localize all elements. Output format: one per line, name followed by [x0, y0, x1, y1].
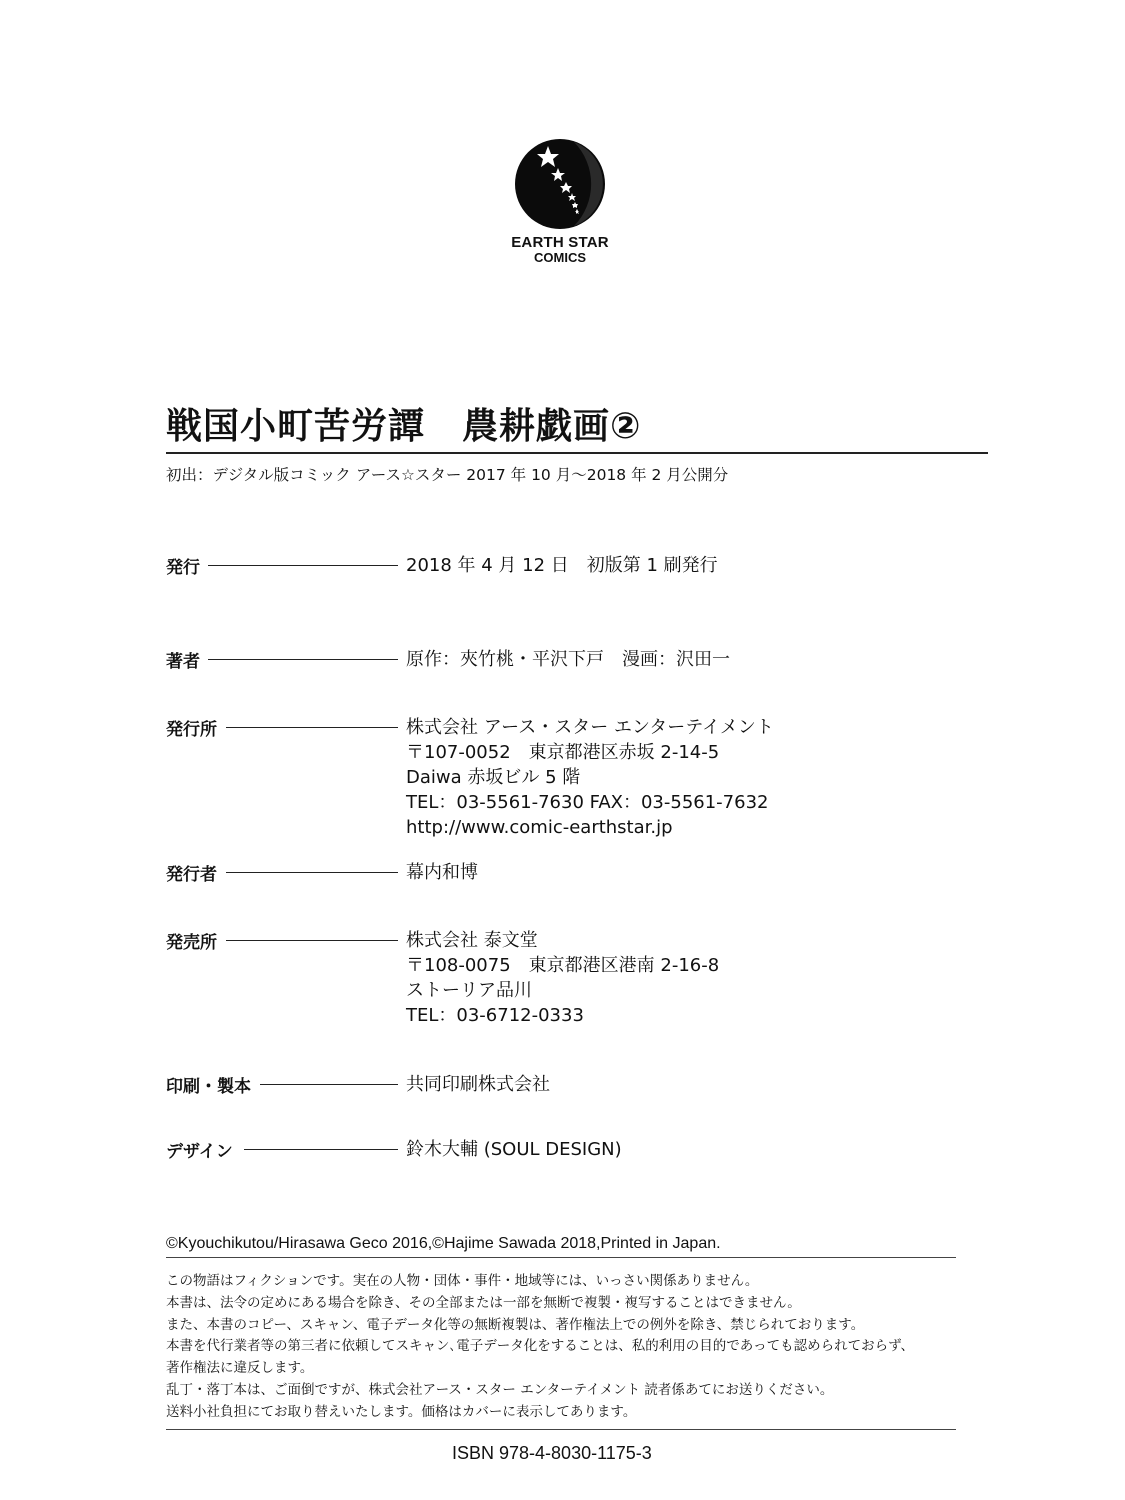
publisher-logo — [514, 138, 606, 230]
colophon-label: 発行所 — [166, 720, 217, 740]
value-line: 〒108-0075 東京都港区港南 2-16-8 — [406, 955, 720, 976]
colophon-value — [406, 928, 719, 1028]
copyright-line: ©Kyouchikutou/Hirasawa Geco 2016,©Hajime Sawada 2018,Printed in Japan. — [166, 1235, 721, 1252]
notice-line: 本書を代行業者等の第三者に依頼してスキャン､電子データ化をすることは、私的利用の目的であっても認められておらず、 — [166, 1338, 915, 1355]
logo-text-line2: COMICS — [534, 250, 586, 265]
leader-line — [208, 565, 398, 566]
leader-line — [226, 940, 398, 941]
publisher-url[interactable]: http://www.comic-earthstar.jp — [406, 817, 673, 838]
colophon-label: 発行 — [166, 558, 200, 578]
notice-line: 乱丁・落丁本は、ご面倒ですが、株式会社アース・スター エンターテイメント 読者係あてにお送りください。 — [166, 1381, 834, 1398]
leader-line — [208, 659, 398, 660]
notice-line: また、本書のコピー、スキャン、電子データ化等の無断複製は、著作権法上での例外を除き、禁じられております。 — [166, 1316, 865, 1333]
leader-line — [226, 727, 398, 728]
first-publication-note: 初出：デジタル版コミック アース☆スター 2017 年 10 月～2018 年 2 月公開分 — [166, 466, 729, 484]
notice-line: 本書は、法令の定めにある場合を除き、その全部または一部を無断で複製・複写することはできません。 — [166, 1294, 801, 1311]
value-line: ストーリア品川 — [406, 980, 532, 1001]
value-line: TEL：03-6712-0333 — [406, 1005, 584, 1026]
legal-notices — [166, 1271, 914, 1424]
title-rule — [166, 452, 988, 454]
colophon-label: 著者 — [166, 652, 200, 672]
value-line: 〒107-0052 東京都港区赤坂 2-14-5 — [406, 742, 720, 763]
colophon-value — [406, 553, 718, 578]
colophon-label: 印刷・製本 — [166, 1077, 251, 1097]
colophon-value — [406, 1072, 550, 1097]
value-line: 鈴木大輔 (SOUL DESIGN) — [406, 1139, 622, 1160]
value-line: 株式会社 泰文堂 — [406, 930, 538, 951]
value-line: TEL：03-5561-7630 FAX：03-5561-7632 — [406, 792, 769, 813]
colophon-value — [406, 647, 730, 672]
notice-line: 送料小社負担にてお取り替えいたします。価格はカバーに表示してあります。 — [166, 1403, 637, 1420]
value-line: 原作：夾竹桃・平沢下戸 漫画：沢田一 — [406, 649, 730, 670]
colophon-value — [406, 1137, 622, 1162]
notice-line: この物語はフィクションです。実在の人物・団体・事件・地域等には、いっさい関係ありません。 — [166, 1273, 759, 1289]
colophon-label: 発売所 — [166, 933, 217, 953]
value-line: Daiwa 赤坂ビル 5 階 — [406, 767, 581, 788]
value-line: 株式会社 アース・スター エンターテイメント — [406, 717, 774, 738]
leader-line — [226, 872, 398, 873]
value-line: 幕内和博 — [406, 862, 478, 883]
colophon-label: 発行者 — [166, 865, 217, 885]
colophon-value — [406, 860, 478, 885]
leader-line — [260, 1084, 398, 1085]
notices-rule — [166, 1429, 956, 1430]
value-line: 2018 年 4 月 12 日 初版第 1 刷発行 — [406, 555, 718, 576]
notice-line: 著作権法に違反します。 — [166, 1360, 314, 1377]
colophon-label: デザイン — [166, 1142, 233, 1162]
earth-star-globe-icon — [514, 138, 606, 230]
colophon-value — [406, 715, 774, 840]
isbn: ISBN 978-4-8030-1175-3 — [452, 1443, 652, 1463]
value-line: 共同印刷株式会社 — [406, 1074, 550, 1095]
logo-text-line1: EARTH STAR — [511, 234, 609, 251]
leader-line — [244, 1149, 398, 1150]
copyright-rule — [166, 1257, 956, 1258]
book-title: 戦国小町苦労譚 農耕戯画② — [166, 406, 642, 447]
